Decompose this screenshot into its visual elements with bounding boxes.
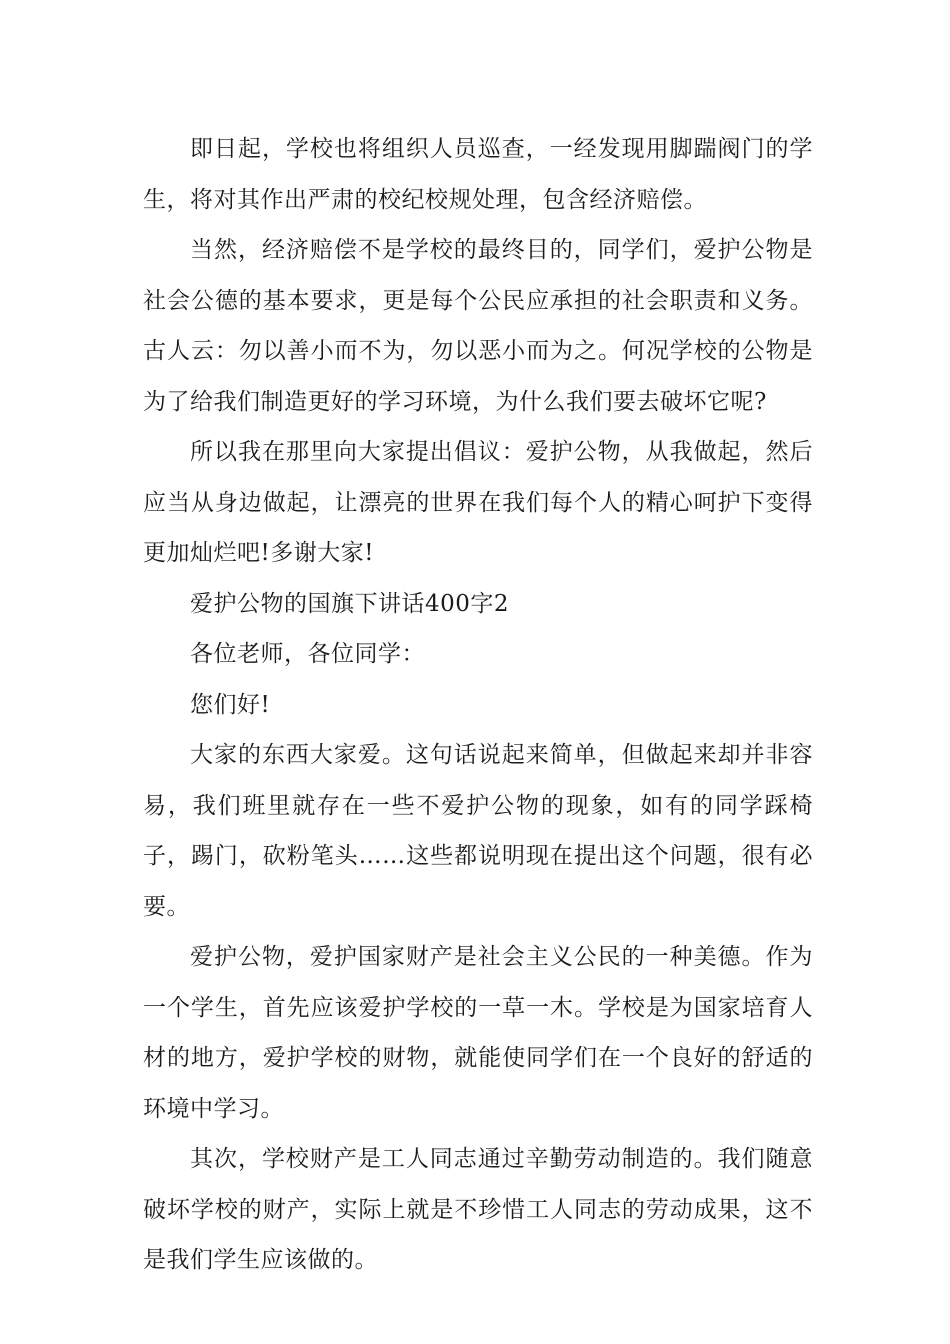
document-body: [143, 124, 813, 1286]
salutation: 各位老师，各位同学：: [190, 641, 425, 667]
paragraph-shared-property: 大家的东西大家爱。这句话说起来简单，但做起来却并非容易，我们班里就存在一些不爱护公物的现象，如有的同学踩椅子，踢门，砍粉笔头……这些都说明现在提出这个问题，很有必要。: [143, 742, 813, 920]
paragraph-proposal: 所以我在那里向大家提出倡议：爱护公物，从我做起，然后应当从身边做起，让漂亮的世界在我们每个人的精心呵护下变得更加灿烂吧!多谢大家!: [143, 439, 813, 566]
paragraph-public-virtue: 爱护公物，爱护国家财产是社会主义公民的一种美德。作为一个学生，首先应该爱护学校的一草一木。学校是为国家培育人材的地方，爱护学校的财物，就能使同学们在一个良好的舒适的环境中学习。: [143, 944, 813, 1122]
section-title: 爱护公物的国旗下讲话400字2: [190, 590, 510, 617]
paragraph-social-morality: 当然，经济赔偿不是学校的最终目的，同学们，爱护公物是社会公德的基本要求，更是每个公民应承担的社会职责和义务。古人云：勿以善小而不为，勿以恶小而为之。何况学校的公物是为了给我们制造更好的学习环境，为什么我们要去破坏它呢?: [143, 237, 813, 415]
paragraph-inspection-notice: 即日起，学校也将组织人员巡查，一经发现用脚踹阀门的学生，将对其作出严肃的校纪校规处理，包含经济赔偿。: [143, 136, 813, 213]
paragraph-workers-labor: 其次，学校财产是工人同志通过辛勤劳动制造的。我们随意破坏学校的财产，实际上就是不珍惜工人同志的劳动成果，这不是我们学生应该做的。: [143, 1146, 813, 1273]
greeting: 您们好!: [190, 691, 271, 718]
